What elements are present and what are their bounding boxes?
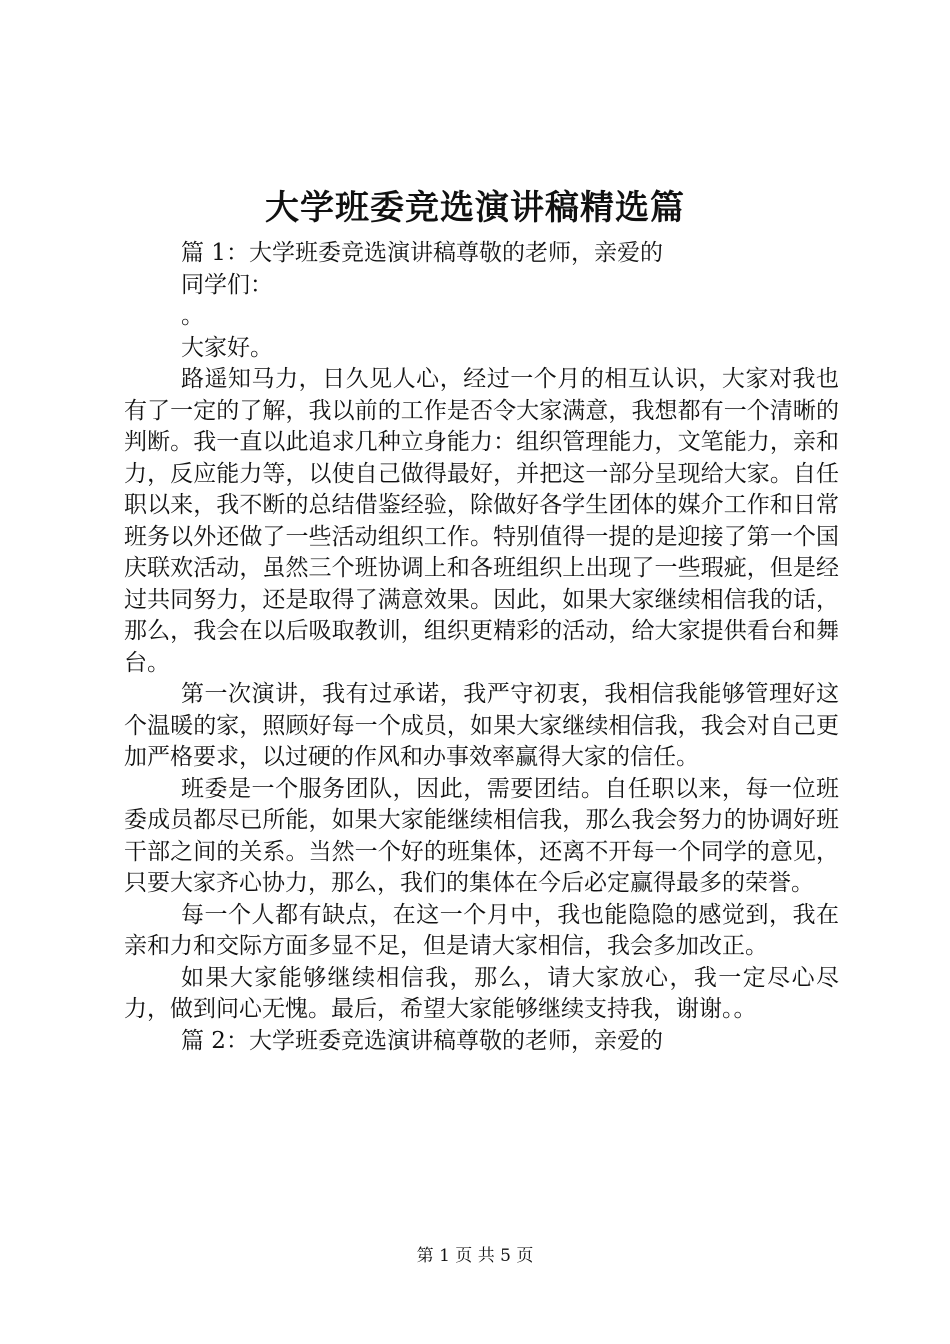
- intro-line-salutation: 同学们：: [181, 271, 273, 298]
- paragraph: 每一个人都有缺点，在这一个月中，我也能隐隐的感觉到，我在亲和力和交际方面多显不足，但是请大家相信，我会多加改正。: [124, 901, 839, 959]
- paragraph: 第一次演讲，我有过承诺，我严守初衷，我相信我能够管理好这个温暖的家，照顾好每一个成员，如果大家继续相信我，我会对自己更加严格要求，以过硬的作风和办事效率赢得大家的信任。: [124, 681, 839, 770]
- paragraph: 路遥知马力，日久见人心，经过一个月的相互认识，大家对我也有了一定的了解，我以前的工作是否令大家满意，我想都有一个清晰的判断。我一直以此追求几种立身能力：组织管理能力，文笔能力，亲和力，反应能力等，以使自己做得最好，并把这一部分呈现给大家。自任职以来，我不断的总结借鉴经验，除做好各学生团体的媒介工作和日常班务以外还做了一些活动组织工作。特别值得一提的是迎接了第一个国庆联欢活动，虽然三个班协调上和各班组织上出现了一些瑕疵，但是经过共同努力，还是取得了满意效果。因此，如果大家继续相信我的话，那么，我会在以后吸取教训，组织更精彩的活动，给大家提供看台和舞台。: [124, 366, 839, 676]
- paragraph: 班委是一个服务团队，因此，需要团结。自任职以来，每一位班委成员都尽已所能，如果大家能继续相信我，那么我会努力的协调好班干部之间的关系。当然一个好的班集体，还离不开每一个同学的意见，只要大家齐心协力，那么，我们的集体在今后必定赢得最多的荣誉。: [124, 775, 839, 896]
- next-section-heading: 篇 2：大学班委竞选演讲稿尊敬的老师，亲爱的: [181, 1027, 663, 1054]
- document-title: 大学班委竞选演讲稿精选篇: [265, 188, 685, 228]
- paragraph: 如果大家能够继续相信我，那么，请大家放心，我一定尽心尽力，做到问心无愧。最后，希望大家能够继续支持我，谢谢。。: [124, 964, 839, 1022]
- document-body: [124, 238, 839, 1057]
- intro-line-period: 。: [181, 303, 204, 329]
- page-footer: 第 1 页 共 5 页: [416, 1246, 534, 1266]
- intro-line-greeting: 大家好。: [181, 334, 273, 361]
- intro-line-heading: 篇 1：大学班委竞选演讲稿尊敬的老师，亲爱的: [181, 240, 663, 266]
